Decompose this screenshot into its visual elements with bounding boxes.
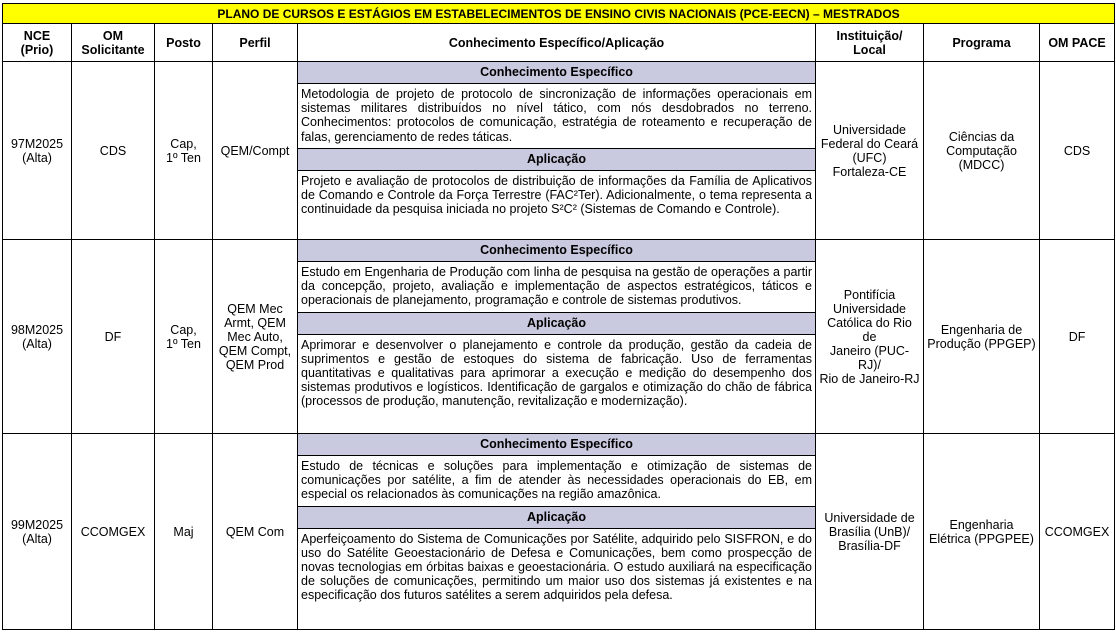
table-row — [3, 62, 1115, 240]
cell-perfil: QEM Com — [213, 434, 298, 630]
cell-nce: 98M2025 (Alta) — [3, 240, 72, 434]
subheader-conhecimento: Conhecimento Específico — [298, 240, 815, 262]
conhecimento-text: Metodologia de projeto de protocolo de sincronização de informações operacionais em sistemas militares distribuídos no nível tático, com nós desdobrados no terreno. Conhecimentos: protocolos de comunicação, estratégia de roteamento e recuperação de falas, gerenciamento de redes táticas. — [298, 84, 815, 149]
table-title: PLANO DE CURSOS E ESTÁGIOS EM ESTABELECIMENTOS DE ENSINO CIVIS NACIONAIS (PCE-EECN) – MESTRADOS — [3, 4, 1115, 24]
aplicacao-text: Aprimorar e desenvolver o planejamento e controle da produção, gestão da cadeia de suprimentos e gestão de estoques do sistema de fabricação. Uso de ferramentas quantitativas e qualitativas para aprimorar a execução e medição do desempenho dos sistemas produtivos e logísticos. Identificação de gargalos e otimização do chão de fábrica (processos de produção, manutenção, revitalização e modernização). — [301, 337, 812, 409]
cell-perfil: QEM Mec Armt, QEM Mec Auto, QEM Compt, QEM Prod — [213, 240, 298, 434]
cell-posto: Cap, 1º Ten — [155, 62, 213, 240]
cell-om-pace: CDS — [1040, 62, 1115, 240]
cell-instituicao: Universidade de Brasília (UnB)/ Brasília-DF — [816, 434, 924, 630]
subheader-aplicacao: Aplicação — [298, 149, 815, 171]
subheader-conhecimento: Conhecimento Específico — [298, 434, 815, 456]
subheader-aplicacao: Aplicação — [298, 313, 815, 335]
cell-instituicao: Pontifícia Universidade Católica do Rio de Janeiro (PUC-RJ)/ Rio de Janeiro-RJ — [816, 240, 924, 434]
cell-conhecimento-aplicacao — [298, 62, 816, 240]
subheader-aplicacao: Aplicação — [298, 507, 815, 529]
cell-nce: 99M2025 (Alta) — [3, 434, 72, 630]
header-posto: Posto — [155, 24, 213, 62]
header-om-solicitante: OM Solicitante — [72, 24, 155, 62]
cell-posto: Maj — [155, 434, 213, 630]
cell-conhecimento-aplicacao — [298, 434, 816, 630]
cell-programa: Engenharia de Produção (PPGEP) — [924, 240, 1040, 434]
aplicacao-text: Projeto e avaliação de protocolos de distribuição de informações da Família de Aplicativos de Comando e Controle da Força Terrestre (FAC²Ter). Adicionalmente, o tema representa a continuidade da pesquisa iniciada no projeto S²C² (Sistemas de Comando e Controle). — [301, 173, 812, 217]
cell-nce: 97M2025 (Alta) — [3, 62, 72, 240]
header-conhecimento: Conhecimento Específico/Aplicação — [298, 24, 816, 62]
subheader-conhecimento: Conhecimento Específico — [298, 62, 815, 84]
header-programa: Programa — [924, 24, 1040, 62]
cell-om-pace: CCOMGEX — [1040, 434, 1115, 630]
courses-table — [2, 3, 1115, 630]
cell-perfil: QEM/Compt — [213, 62, 298, 240]
conhecimento-text: Estudo de técnicas e soluções para implementação e otimização de sistemas de comunicações por satélite, a fim de atender às necessidades operacionais do EB, em especial os relacionados às comunicações na região amazônica. — [298, 456, 815, 507]
conhecimento-text: Estudo em Engenharia de Produção com linha de pesquisa na gestão de operações a partir da concepção, projeto, avaliação e implementação de aspectos estratégicos, táticos e operacionais de planejamento, programação e controle de sistemas produtivos. — [298, 262, 815, 313]
cell-programa: Ciências da Computação (MDCC) — [924, 62, 1040, 240]
header-om-pace: OM PACE — [1040, 24, 1115, 62]
table-row — [3, 434, 1115, 630]
header-perfil: Perfil — [213, 24, 298, 62]
cell-om-pace: DF — [1040, 240, 1115, 434]
header-instituicao: Instituição/ Local — [816, 24, 924, 62]
cell-conhecimento-aplicacao — [298, 240, 816, 434]
cell-posto: Cap, 1º Ten — [155, 240, 213, 434]
cell-programa: Engenharia Elétrica (PPGPEE) — [924, 434, 1040, 630]
cell-instituicao: Universidade Federal do Ceará (UFC) Fortaleza-CE — [816, 62, 924, 240]
cell-om-solicitante: DF — [72, 240, 155, 434]
table-row — [3, 240, 1115, 434]
aplicacao-text: Aperfeiçoamento do Sistema de Comunicações por Satélite, adquirido pelo SISFRON, e do uso do Satélite Geoestacionário de Defesa e Comunicações, bem como prospecção de novas tecnologias em órbitas baixas e geoestacionária. O estudo auxiliará na especificação de soluções de comunicações, permitindo um maior uso dos sistemas já existentes e na especificação dos futuros satélites a serem adquiridos pela defesa. — [301, 531, 812, 603]
cell-om-solicitante: CDS — [72, 62, 155, 240]
cell-om-solicitante: CCOMGEX — [72, 434, 155, 630]
header-nce: NCE (Prio) — [3, 24, 72, 62]
